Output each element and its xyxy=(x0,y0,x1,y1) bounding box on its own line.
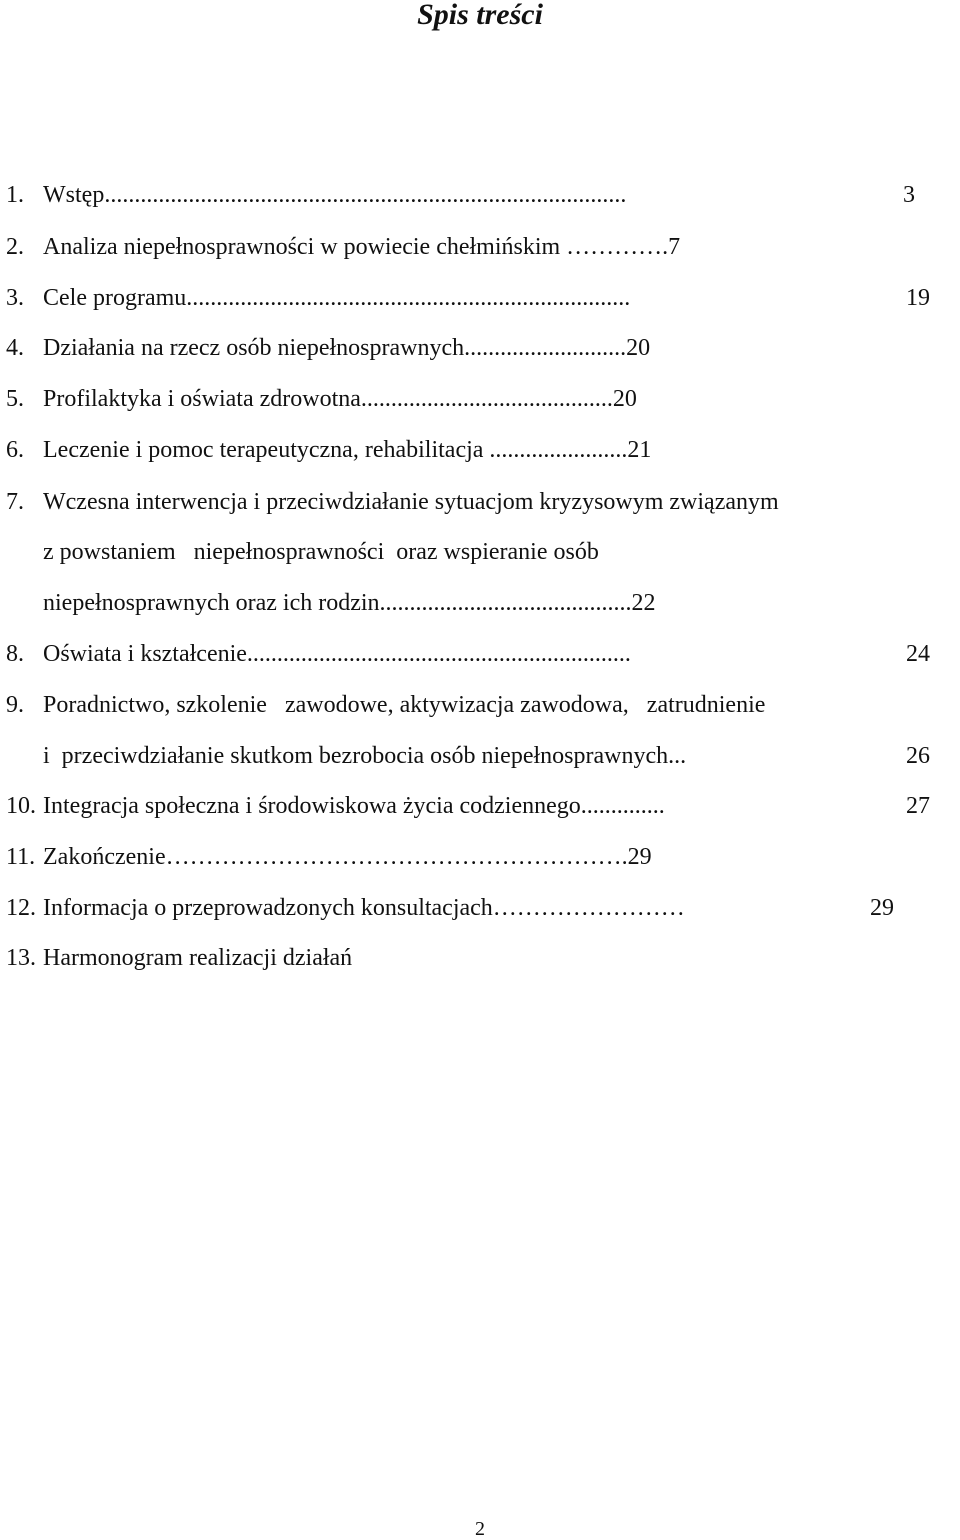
toc-entry-number: 7. xyxy=(6,489,24,515)
toc-entry-number: 10. xyxy=(6,793,36,819)
toc-entry-text: Wczesna interwencja i przeciwdziałanie sytuacjom kryzysowym związanym xyxy=(43,489,779,515)
toc-entry-page: 27 xyxy=(906,793,930,819)
toc-entry-text: Cele programu.......................................................................... xyxy=(43,285,631,311)
toc-entry-text: Informacja o przeprowadzonych konsultacjach…………………… xyxy=(43,895,685,921)
toc-entry-number: 13. xyxy=(6,945,36,971)
toc-entry-text: Leczenie i pomoc terapeutyczna, rehabilitacja .......................21 xyxy=(43,437,652,463)
toc-entry-text: Harmonogram realizacji działań xyxy=(43,945,353,971)
toc-entry-number: 2. xyxy=(6,234,24,260)
toc-entry-text: Profilaktyka i oświata zdrowotna..........................................20 xyxy=(43,386,637,412)
toc-entry-page: 3 xyxy=(903,182,915,208)
toc-entry-text: Oświata i kształcenie................................................................ xyxy=(43,641,631,667)
toc-entry-text: Poradnictwo, szkolenie zawodowe, aktywizacja zawodowa, zatrudnienie xyxy=(43,692,766,718)
toc-entry-page: 19 xyxy=(906,285,930,311)
toc-entry-page: 26 xyxy=(906,743,930,769)
page-number: 2 xyxy=(475,1518,485,1540)
toc-entry-page: 29 xyxy=(870,895,894,921)
toc-entry-number: 9. xyxy=(6,692,24,718)
toc-entry-text: z powstaniem niepełnosprawności oraz wspieranie osób xyxy=(43,539,599,565)
toc-entry-number: 4. xyxy=(6,335,24,361)
toc-entry-number: 3. xyxy=(6,285,24,311)
toc-entry-text: Działania na rzecz osób niepełnosprawnych...........................20 xyxy=(43,335,651,361)
toc-entry-number: 8. xyxy=(6,641,24,667)
toc-entry-number: 12. xyxy=(6,895,36,921)
toc-entry-page: 24 xyxy=(906,641,930,667)
toc-title: Spis treści xyxy=(417,0,543,31)
toc-entry-number: 6. xyxy=(6,437,24,463)
toc-entry-number: 11. xyxy=(6,844,36,870)
toc-entry-number: 1. xyxy=(6,182,24,208)
toc-entry-number: 5. xyxy=(6,386,24,412)
toc-entry-text: i przeciwdziałanie skutkom bezrobocia osób niepełnosprawnych... xyxy=(43,743,687,769)
toc-entry-text: Zakończenie………………………………………………….29 xyxy=(43,844,652,870)
toc-entry-text: Analiza niepełnosprawności w powiecie chełmińskim ………….7 xyxy=(43,234,681,260)
toc-entry-text: niepełnosprawnych oraz ich rodzin..........................................22 xyxy=(43,590,656,616)
toc-entry-text: Wstęp....................................................................................... xyxy=(43,182,627,208)
toc-entry-text: Integracja społeczna i środowiskowa życia codziennego.............. xyxy=(43,793,665,819)
